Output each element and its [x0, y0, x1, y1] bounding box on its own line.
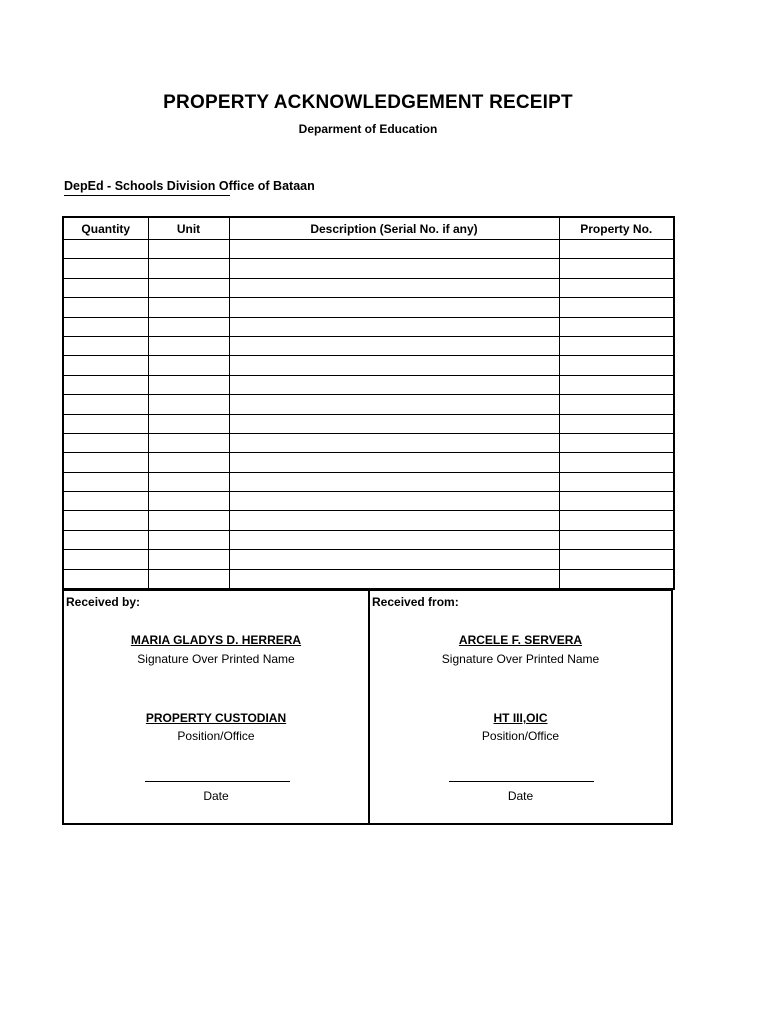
- table-row: [63, 240, 674, 259]
- unit-cell: [148, 356, 229, 375]
- received-by-position: PROPERTY CUSTODIAN: [145, 711, 287, 725]
- table-row: [63, 569, 674, 589]
- table-row: [63, 472, 674, 491]
- unit-cell: [148, 492, 229, 511]
- received-from-heading: Received from:: [372, 595, 459, 609]
- unit-cell: [148, 336, 229, 355]
- quantity-cell: [63, 375, 148, 394]
- table-row: [63, 356, 674, 375]
- property-no-cell: [559, 453, 674, 472]
- property-no-cell: [559, 530, 674, 549]
- unit-cell: [148, 298, 229, 317]
- description-cell: [229, 414, 559, 433]
- document-title: PROPERTY ACKNOWLEDGEMENT RECEIPT: [163, 92, 573, 113]
- table-row: [63, 550, 674, 569]
- unit-cell: [148, 240, 229, 259]
- description-cell: [229, 550, 559, 569]
- table-row: [63, 511, 674, 530]
- received-by-name-caption: Signature Over Printed Name: [137, 652, 295, 666]
- unit-cell: [148, 550, 229, 569]
- description-cell: [229, 569, 559, 589]
- property-no-cell: [559, 511, 674, 530]
- table-row: [63, 414, 674, 433]
- quantity-cell: [63, 317, 148, 336]
- quantity-cell: [63, 492, 148, 511]
- table-row: [63, 298, 674, 317]
- received-by-position-caption: Position/Office: [177, 729, 255, 743]
- quantity-cell: [63, 453, 148, 472]
- property-no-cell: [559, 356, 674, 375]
- department-name: Deparment of Education: [298, 122, 438, 136]
- unit-cell: [148, 317, 229, 336]
- unit-cell: [148, 453, 229, 472]
- received-by-date-line: [145, 781, 290, 782]
- property-no-cell: [559, 375, 674, 394]
- description-cell: [229, 511, 559, 530]
- description-cell: [229, 240, 559, 259]
- property-no-cell: [559, 278, 674, 297]
- table-row: [63, 395, 674, 414]
- received-by-date-label: Date: [203, 789, 229, 803]
- property-items-table: [62, 216, 675, 590]
- description-cell: [229, 259, 559, 278]
- description-column-header: Description (Serial No. if any): [229, 217, 559, 240]
- table-row: [63, 433, 674, 452]
- description-cell: [229, 298, 559, 317]
- property-no-cell: [559, 336, 674, 355]
- table-row: [63, 317, 674, 336]
- table-row: [63, 259, 674, 278]
- unit-cell: [148, 530, 229, 549]
- table-row: [63, 492, 674, 511]
- table-row: [63, 278, 674, 297]
- property-no-cell: [559, 240, 674, 259]
- unit-cell: [148, 259, 229, 278]
- received-from-block: [370, 591, 671, 823]
- unit-cell: [148, 414, 229, 433]
- description-cell: [229, 356, 559, 375]
- property-no-cell: [559, 395, 674, 414]
- description-cell: [229, 530, 559, 549]
- quantity-cell: [63, 433, 148, 452]
- unit-cell: [148, 569, 229, 589]
- quantity-cell: [63, 356, 148, 375]
- unit-cell: [148, 375, 229, 394]
- unit-cell: [148, 433, 229, 452]
- unit-cell: [148, 278, 229, 297]
- table-row: [63, 453, 674, 472]
- property-no-cell: [559, 317, 674, 336]
- property-no-cell: [559, 569, 674, 589]
- quantity-cell: [63, 240, 148, 259]
- received-from-date-label: Date: [507, 789, 534, 803]
- quantity-cell: [63, 414, 148, 433]
- quantity-cell: [63, 395, 148, 414]
- description-cell: [229, 472, 559, 491]
- received-from-date-line: [449, 781, 594, 782]
- description-cell: [229, 317, 559, 336]
- description-cell: [229, 336, 559, 355]
- table-row: [63, 336, 674, 355]
- unit-column-header: Unit: [148, 217, 229, 240]
- property-no-cell: [559, 414, 674, 433]
- quantity-column-header: Quantity: [63, 217, 148, 240]
- received-from-position: HT III,OIC: [493, 711, 548, 725]
- table-row: [63, 375, 674, 394]
- quantity-cell: [63, 278, 148, 297]
- table-row: [63, 530, 674, 549]
- received-from-name-caption: Signature Over Printed Name: [441, 652, 600, 666]
- property-no-cell: [559, 550, 674, 569]
- table-body: [63, 240, 674, 590]
- quantity-cell: [63, 336, 148, 355]
- quantity-cell: [63, 569, 148, 589]
- received-by-name: MARIA GLADYS D. HERRERA: [130, 633, 302, 647]
- quantity-cell: [63, 511, 148, 530]
- description-cell: [229, 433, 559, 452]
- signature-section: [62, 589, 673, 825]
- unit-cell: [148, 472, 229, 491]
- description-cell: [229, 278, 559, 297]
- office-name: DepEd - Schools Division Office of Bataan: [64, 179, 230, 196]
- property-no-cell: [559, 298, 674, 317]
- quantity-cell: [63, 259, 148, 278]
- received-from-name: ARCELE F. SERVERA: [458, 633, 583, 647]
- table-header-row: [63, 217, 674, 240]
- description-cell: [229, 492, 559, 511]
- property-no-cell: [559, 492, 674, 511]
- property-no-cell: [559, 259, 674, 278]
- property-no-cell: [559, 472, 674, 491]
- received-by-heading: Received by:: [66, 595, 141, 609]
- description-cell: [229, 395, 559, 414]
- received-by-block: [64, 591, 370, 823]
- received-from-position-caption: Position/Office: [481, 729, 560, 743]
- quantity-cell: [63, 550, 148, 569]
- unit-cell: [148, 511, 229, 530]
- description-cell: [229, 375, 559, 394]
- quantity-cell: [63, 530, 148, 549]
- unit-cell: [148, 395, 229, 414]
- quantity-cell: [63, 472, 148, 491]
- property-no-column-header: Property No.: [559, 217, 674, 240]
- property-no-cell: [559, 433, 674, 452]
- description-cell: [229, 453, 559, 472]
- quantity-cell: [63, 298, 148, 317]
